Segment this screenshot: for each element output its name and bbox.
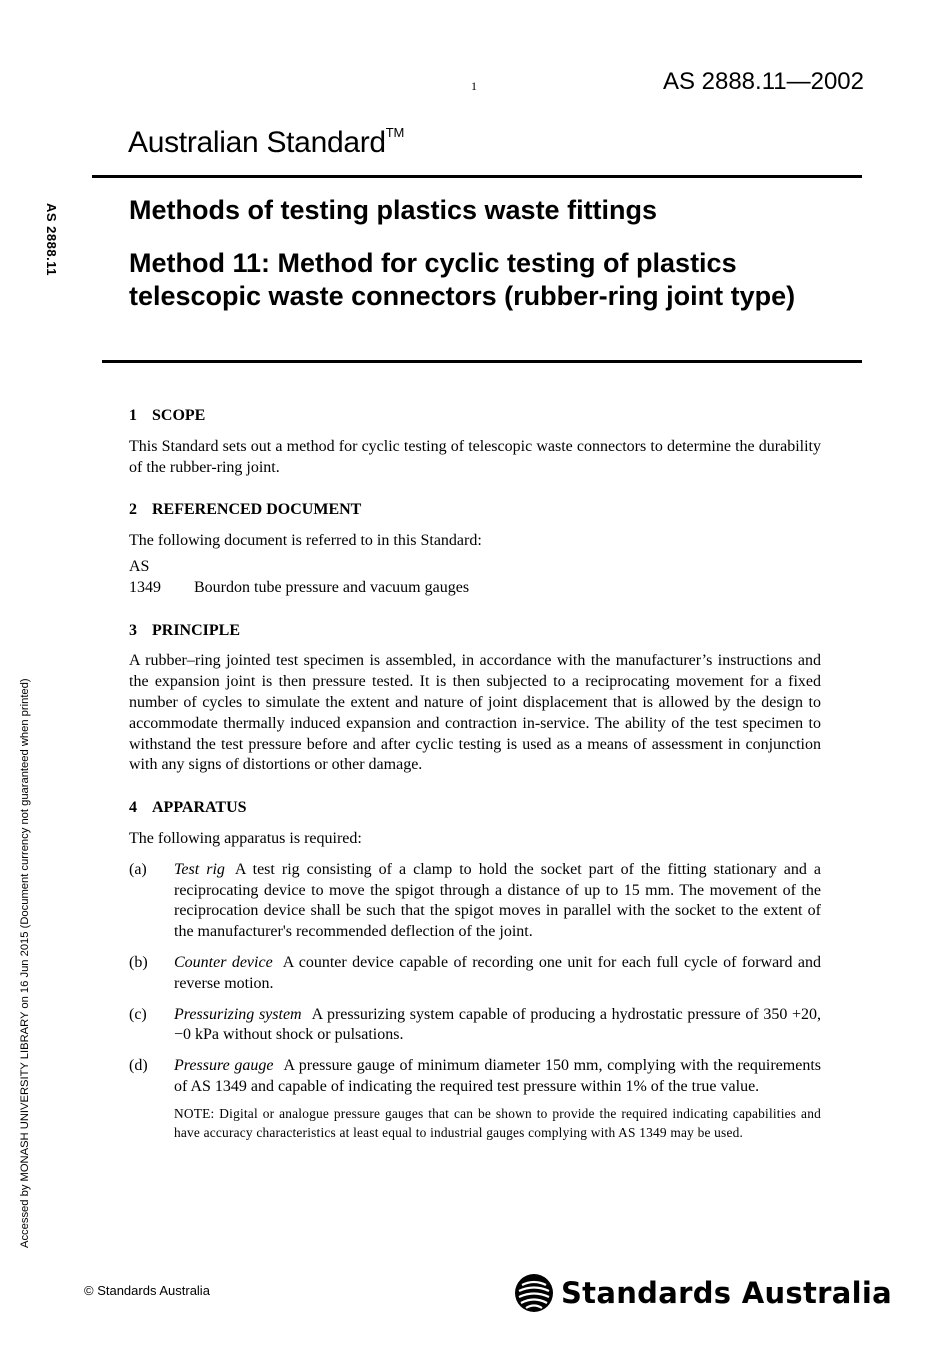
method-title: Method 11: Method for cyclic testing of plastics telescopic waste connectors (rubber-ring joint type) xyxy=(129,248,796,311)
document-code: AS 2888.11—2002 xyxy=(662,68,864,95)
section-number: 1 xyxy=(129,407,137,424)
section-heading-referenced xyxy=(129,500,821,521)
item-text: A pressure gauge of minimum diameter 150 mm, complying with the requirements of AS 1349 and capable of indicating the required test pressure within 1% of the true value. xyxy=(174,1057,821,1095)
list-item xyxy=(129,860,821,943)
item-text: A test rig consisting of a clamp to hold the socket part of the fitting stationary and a reciprocating device to move the spigot through a distance of up to 15 mm. The movement of the reciprocation device shall be such that the spigot moves in parallel with the socket to the extent of the manufacturer's recommended deflection of the joint. xyxy=(174,860,822,941)
section-heading-principle xyxy=(129,621,821,642)
section-heading-apparatus xyxy=(129,798,821,819)
copyright-notice: © Standards Australia xyxy=(84,1283,210,1298)
item-term: Test rig xyxy=(174,860,225,878)
section-title: SCOPE xyxy=(152,407,206,424)
referenced-text: The following document is referred to in this Standard: xyxy=(129,532,482,550)
reference-org: AS xyxy=(129,557,150,575)
item-term: Counter device xyxy=(174,953,273,971)
standards-australia-brand xyxy=(514,1273,892,1313)
section-number: 4 xyxy=(129,799,137,817)
section-number: 2 xyxy=(129,501,137,519)
apparatus-intro: The following apparatus is required: xyxy=(129,829,362,847)
standards-australia-logo-icon xyxy=(514,1273,554,1313)
list-item xyxy=(129,953,821,995)
apparatus-note: NOTE: Digital or analogue pressure gauges that can be shown to provide the required indicating capabilities and have accuracy characteristics at least equal to industrial gauges complying with AS 1349 may be used. xyxy=(174,1105,821,1140)
item-label: (d) xyxy=(129,1057,148,1075)
standard-label: Australian Standard xyxy=(128,126,386,159)
list-item xyxy=(129,1056,821,1142)
side-document-code: AS 2888.11 xyxy=(44,203,59,276)
item-label: (a) xyxy=(129,860,147,878)
page-number: 1 xyxy=(471,79,477,93)
item-text: A pressurizing system capable of producing a hydrostatic pressure of 350 +20, −0 kPa without shock or pulsations. xyxy=(174,1005,822,1044)
section-number: 3 xyxy=(129,621,137,639)
trademark-mark: TM xyxy=(385,125,404,140)
item-label: (c) xyxy=(129,1005,147,1023)
item-label: (b) xyxy=(129,953,148,971)
top-divider xyxy=(92,175,862,178)
reference-number: 1349 xyxy=(129,578,161,596)
document-title: Methods of testing plastics waste fittings xyxy=(129,195,658,225)
section-title: APPARATUS xyxy=(152,799,247,817)
section-title: REFERENCED DOCUMENT xyxy=(152,501,362,519)
bottom-divider xyxy=(102,360,862,363)
access-notice: Accessed by MONASH UNIVERSITY LIBRARY on 16 Jun 2015 (Document currency not guaranteed when printed) xyxy=(19,678,31,1248)
section-title: PRINCIPLE xyxy=(152,621,241,639)
section-heading-scope xyxy=(129,406,821,427)
item-term: Pressurizing system xyxy=(174,1005,302,1023)
list-item xyxy=(129,1005,821,1047)
reference-title: Bourdon tube pressure and vacuum gauges xyxy=(194,578,470,596)
standard-heading xyxy=(128,126,404,160)
apparatus-list xyxy=(129,860,821,1142)
item-text: A counter device capable of recording one unit for each full cycle of forward and reverse motion. xyxy=(174,953,822,992)
item-term: Pressure gauge xyxy=(174,1057,274,1075)
reference-entry xyxy=(129,557,821,599)
document-body xyxy=(129,406,821,1152)
principle-text: A rubber–ring jointed test specimen is assembled, in accordance with the manufacturer’s instructions and the expansion joint is then pressure tested. It is then subjected to a reciprocating movement for a fixed number of cycles to simulate the extent and nature of joint displacement that is allowed by the design to accommodate thermally induced expansion and contraction in-service. The ability of the test specimen to withstand the test pressure before and after cyclic testing is used as a means of assessment in conjunction with any signs of distortions or other damage. xyxy=(129,652,821,774)
brand-name: Standards Australia xyxy=(561,1276,892,1310)
scope-text: This Standard sets out a method for cyclic testing of telescopic waste connectors to determine the durability of the rubber-ring joint. xyxy=(129,437,821,476)
